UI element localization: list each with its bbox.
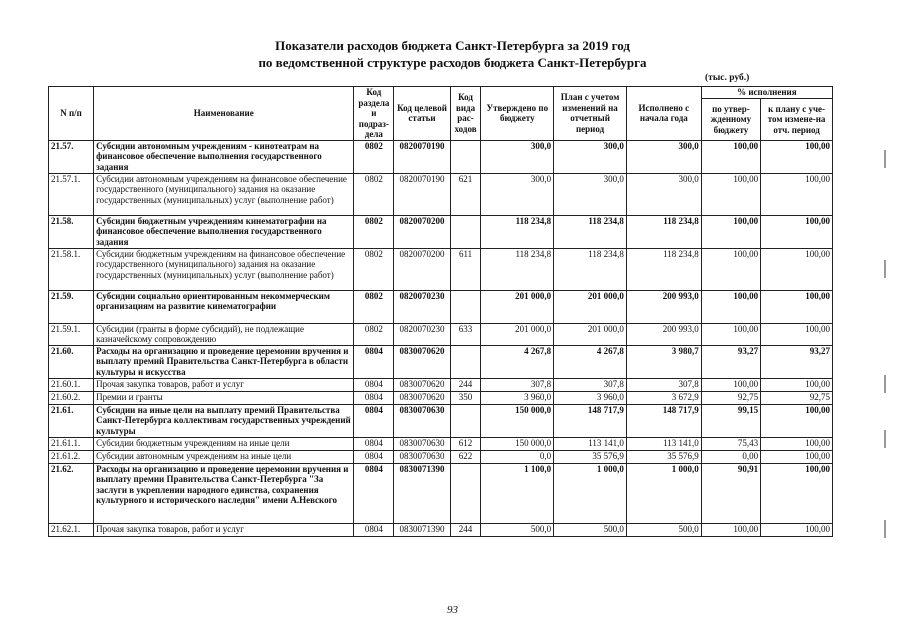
row-num: 21.60.1. (49, 378, 94, 391)
row-plan: 118 234,8 (554, 215, 627, 248)
row-target-code: 0830070620 (394, 391, 450, 404)
table-row (49, 523, 833, 536)
row-pct-plan: 100,00 (761, 323, 833, 345)
row-type-code (450, 290, 481, 323)
row-name: Субсидии автономным учреждениям на иные цели (94, 450, 354, 463)
row-num: 21.57.1. (49, 173, 94, 215)
row-name: Субсидии бюджетным учреждениям кинематографии на финансовое обеспечение выполнения государственного задания (94, 215, 354, 248)
row-target-code: 0820070200 (394, 248, 450, 290)
header-num: N п/п (49, 87, 94, 141)
row-executed: 307,8 (626, 378, 701, 391)
row-approved: 150 000,0 (481, 404, 554, 437)
row-approved: 1 100,0 (481, 463, 554, 523)
row-target-code: 0830070630 (394, 450, 450, 463)
row-pct-approved: 100,00 (701, 378, 760, 391)
margin-mark (884, 260, 886, 278)
row-pct-plan: 100,00 (761, 378, 833, 391)
row-pct-plan: 100,00 (761, 290, 833, 323)
row-plan: 1 000,0 (554, 463, 627, 523)
row-approved: 500,0 (481, 523, 554, 536)
row-executed: 500,0 (626, 523, 701, 536)
row-section-code: 0802 (354, 248, 394, 290)
row-type-code: 612 (450, 437, 481, 450)
row-name: Расходы на организацию и проведение церемонии вручения и выплату премии Правительства Санкт-Петербурга "За заслуги в укреплении народного единства, сохранения культурного и исторического наследия" имени А.Невского (94, 463, 354, 523)
row-pct-approved: 100,00 (701, 523, 760, 536)
row-plan: 3 960,0 (554, 391, 627, 404)
margin-mark (884, 375, 886, 393)
table-row (49, 437, 833, 450)
row-pct-approved: 99,15 (701, 404, 760, 437)
table-row (49, 404, 833, 437)
row-target-code: 0830070630 (394, 437, 450, 450)
row-num: 21.59.1. (49, 323, 94, 345)
row-target-code: 0830071390 (394, 463, 450, 523)
row-pct-approved: 100,00 (701, 215, 760, 248)
header-type-code: Код вида рас-ходов (450, 87, 481, 141)
row-executed: 118 234,8 (626, 215, 701, 248)
row-plan: 300,0 (554, 173, 627, 215)
row-executed: 3 980,7 (626, 345, 701, 378)
row-target-code: 0830070620 (394, 345, 450, 378)
row-plan: 307,8 (554, 378, 627, 391)
row-num: 21.62. (49, 463, 94, 523)
row-pct-approved: 100,00 (701, 323, 760, 345)
row-section-code: 0802 (354, 215, 394, 248)
row-name: Премии и гранты (94, 391, 354, 404)
row-section-code: 0802 (354, 290, 394, 323)
table-row (49, 323, 833, 345)
row-pct-approved: 90,91 (701, 463, 760, 523)
header-approved: Утверждено по бюджету (481, 87, 554, 141)
header-pct-plan: к плану с уче-том измене-на отч. период (761, 99, 833, 140)
row-num: 21.60. (49, 345, 94, 378)
row-plan: 113 141,0 (554, 437, 627, 450)
row-name: Субсидии бюджетным учреждениям на финансовое обеспечение государственного (муниципального) задания на оказание государственных (муниципальных) услуг (выполнение работ) (94, 248, 354, 290)
row-executed: 3 672,9 (626, 391, 701, 404)
row-target-code: 0820070200 (394, 215, 450, 248)
row-target-code: 0820070230 (394, 290, 450, 323)
row-approved: 118 234,8 (481, 248, 554, 290)
row-target-code: 0830070620 (394, 378, 450, 391)
row-plan: 4 267,8 (554, 345, 627, 378)
row-num: 21.60.2. (49, 391, 94, 404)
row-target-code: 0820070190 (394, 140, 450, 173)
row-section-code: 0804 (354, 404, 394, 437)
table-row (49, 463, 833, 523)
row-section-code: 0804 (354, 523, 394, 536)
row-executed: 200 993,0 (626, 290, 701, 323)
row-pct-plan: 100,00 (761, 248, 833, 290)
table-row (49, 450, 833, 463)
row-name: Субсидии (гранты в форме субсидий), не подлежащие казначейскому сопровождению (94, 323, 354, 345)
table-row (49, 290, 833, 323)
row-type-code (450, 215, 481, 248)
row-plan: 201 000,0 (554, 290, 627, 323)
margin-mark (884, 150, 886, 168)
row-executed: 1 000,0 (626, 463, 701, 523)
row-name: Субсидии социально ориентированным некоммерческим организациям на развитие кинематографии (94, 290, 354, 323)
row-type-code: 621 (450, 173, 481, 215)
row-executed: 300,0 (626, 140, 701, 173)
row-pct-approved: 100,00 (701, 140, 760, 173)
row-num: 21.61.1. (49, 437, 94, 450)
row-pct-approved: 100,00 (701, 248, 760, 290)
row-num: 21.59. (49, 290, 94, 323)
units-label: (тыс. руб.) (705, 73, 750, 83)
row-target-code: 0820070190 (394, 173, 450, 215)
row-plan: 118 234,8 (554, 248, 627, 290)
row-name: Субсидии на иные цели на выплату премий Правительства Санкт-Петербурга коллективам государственных учреждений культуры (94, 404, 354, 437)
header-executed: Исполнено с начала года (626, 87, 701, 141)
row-type-code: 633 (450, 323, 481, 345)
row-executed: 300,0 (626, 173, 701, 215)
row-section-code: 0804 (354, 450, 394, 463)
row-approved: 3 960,0 (481, 391, 554, 404)
row-approved: 0,0 (481, 450, 554, 463)
header-pct-approved: по утвер-жденному бюджету (701, 99, 760, 140)
row-plan: 148 717,9 (554, 404, 627, 437)
row-pct-plan: 100,00 (761, 173, 833, 215)
row-approved: 201 000,0 (481, 323, 554, 345)
row-num: 21.61.2. (49, 450, 94, 463)
row-executed: 113 141,0 (626, 437, 701, 450)
row-approved: 300,0 (481, 173, 554, 215)
row-pct-approved: 0,00 (701, 450, 760, 463)
row-section-code: 0804 (354, 463, 394, 523)
row-name: Субсидии автономным учреждениям на финансовое обеспечение государственного (муниципального) задания на оказание государственных (муниципальных) услуг (выполнение работ) (94, 173, 354, 215)
row-name: Субсидии автономным учреждениям - кинотеатрам на финансовое обеспечение выполнения государственного задания (94, 140, 354, 173)
row-target-code: 0830071390 (394, 523, 450, 536)
row-approved: 150 000,0 (481, 437, 554, 450)
row-type-code (450, 140, 481, 173)
row-approved: 307,8 (481, 378, 554, 391)
row-approved: 118 234,8 (481, 215, 554, 248)
row-type-code: 244 (450, 378, 481, 391)
header-pct-group: % исполнения (701, 87, 832, 99)
row-pct-plan: 100,00 (761, 404, 833, 437)
row-type-code (450, 345, 481, 378)
row-section-code: 0804 (354, 437, 394, 450)
row-type-code: 350 (450, 391, 481, 404)
table-body (49, 140, 833, 536)
header-name: Наименование (94, 87, 354, 141)
row-section-code: 0802 (354, 173, 394, 215)
document-title-line-1: Показатели расходов бюджета Санкт-Петербурга за 2019 год (275, 38, 630, 53)
row-pct-plan: 100,00 (761, 437, 833, 450)
row-pct-approved: 75,43 (701, 437, 760, 450)
row-name: Субсидии бюджетным учреждениям на иные цели (94, 437, 354, 450)
table-row (49, 248, 833, 290)
row-target-code: 0830070630 (394, 404, 450, 437)
row-pct-plan: 100,00 (761, 523, 833, 536)
row-section-code: 0802 (354, 140, 394, 173)
table-row (49, 391, 833, 404)
row-section-code: 0804 (354, 378, 394, 391)
row-section-code: 0804 (354, 345, 394, 378)
row-num: 21.61. (49, 404, 94, 437)
row-plan: 35 576,9 (554, 450, 627, 463)
row-approved: 300,0 (481, 140, 554, 173)
budget-table (48, 86, 833, 537)
row-executed: 200 993,0 (626, 323, 701, 345)
margin-mark (884, 430, 886, 448)
row-num: 21.58.1. (49, 248, 94, 290)
header-plan: План с учетом изменений на отчетный период (554, 87, 627, 141)
row-executed: 35 576,9 (626, 450, 701, 463)
margin-mark (884, 520, 886, 538)
row-approved: 4 267,8 (481, 345, 554, 378)
row-plan: 300,0 (554, 140, 627, 173)
table-row (49, 378, 833, 391)
row-type-code: 622 (450, 450, 481, 463)
table-row (49, 140, 833, 173)
row-executed: 148 717,9 (626, 404, 701, 437)
row-section-code: 0804 (354, 391, 394, 404)
row-name: Прочая закупка товаров, работ и услуг (94, 378, 354, 391)
row-type-code (450, 463, 481, 523)
row-pct-plan: 100,00 (761, 215, 833, 248)
row-pct-plan: 93,27 (761, 345, 833, 378)
row-pct-approved: 93,27 (701, 345, 760, 378)
row-type-code: 611 (450, 248, 481, 290)
row-num: 21.57. (49, 140, 94, 173)
document-title-line-2: по ведомственной структуре расходов бюджета Санкт-Петербурга (258, 55, 647, 70)
header-target-code: Код целевой статьи (394, 87, 450, 141)
row-plan: 500,0 (554, 523, 627, 536)
row-type-code: 244 (450, 523, 481, 536)
row-name: Расходы на организацию и проведение церемонии вручения и выплату премий Правительства Санкт-Петербурга в области культуры и искусства (94, 345, 354, 378)
row-target-code: 0820070230 (394, 323, 450, 345)
row-pct-plan: 100,00 (761, 140, 833, 173)
row-num: 21.62.1. (49, 523, 94, 536)
page-number: 93 (447, 604, 458, 616)
row-pct-plan: 92,75 (761, 391, 833, 404)
row-approved: 201 000,0 (481, 290, 554, 323)
row-name: Прочая закупка товаров, работ и услуг (94, 523, 354, 536)
row-pct-approved: 100,00 (701, 290, 760, 323)
row-plan: 201 000,0 (554, 323, 627, 345)
table-row (49, 173, 833, 215)
row-pct-plan: 100,00 (761, 450, 833, 463)
row-pct-plan: 100,00 (761, 463, 833, 523)
row-executed: 118 234,8 (626, 248, 701, 290)
row-type-code (450, 404, 481, 437)
row-section-code: 0802 (354, 323, 394, 345)
row-pct-approved: 92,75 (701, 391, 760, 404)
row-pct-approved: 100,00 (701, 173, 760, 215)
table-row (49, 215, 833, 248)
row-num: 21.58. (49, 215, 94, 248)
header-section-code: Код раздела и подраз-дела (354, 87, 394, 141)
table-row (49, 345, 833, 378)
